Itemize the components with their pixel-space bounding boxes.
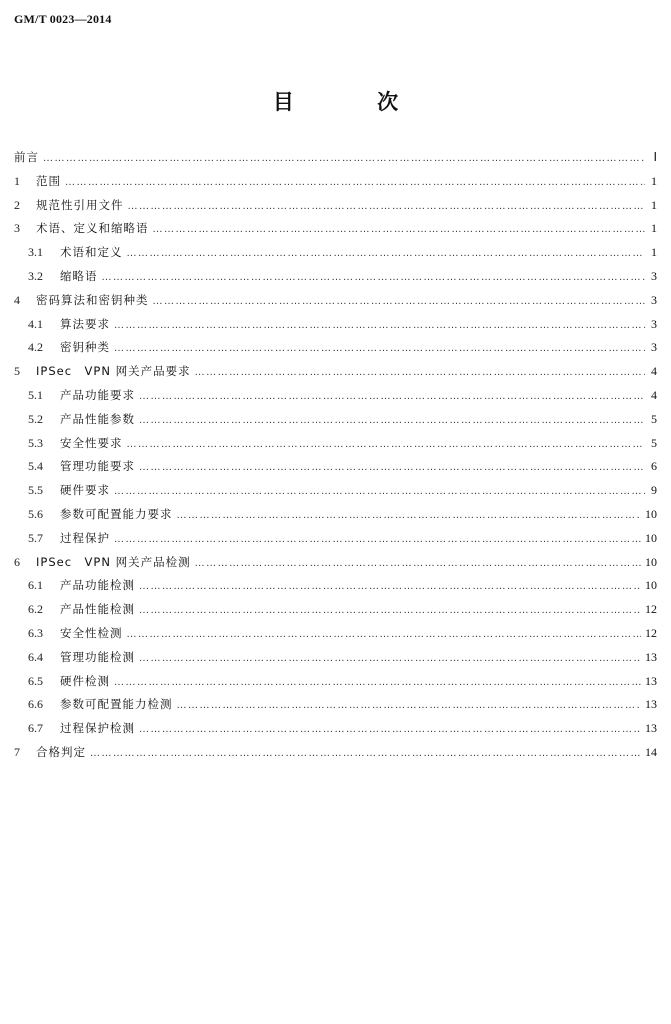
toc-entry-title: 管理功能检测 xyxy=(60,649,135,664)
toc-entry-number: 2 xyxy=(14,197,20,212)
toc-entry-title: 产品性能参数 xyxy=(60,411,135,426)
toc-entry-title: 术语和定义 xyxy=(60,245,123,260)
toc-entry-title: 密钥种类 xyxy=(60,340,110,355)
toc-entry-title: 算法要求 xyxy=(60,316,110,331)
toc-leader-dots xyxy=(114,337,645,361)
toc-leader-dots xyxy=(153,218,646,242)
toc-entry-page: 5 xyxy=(651,411,657,426)
toc-entry-page: 9 xyxy=(651,483,657,498)
toc-entry-page: 12 xyxy=(645,625,657,640)
toc-entry-number: 6 xyxy=(14,554,20,569)
toc-entry-title: 安全性检测 xyxy=(60,625,123,640)
toc-entry-number: 3.1 xyxy=(28,245,43,260)
toc-leader-dots xyxy=(139,456,645,480)
toc-entry[interactable] xyxy=(14,241,657,265)
toc-entry-page: 1 xyxy=(651,245,657,260)
toc-entry-title: 硬件要求 xyxy=(60,483,110,498)
toc-entry-title: 规范性引用文件 xyxy=(36,197,124,212)
toc-entry[interactable] xyxy=(14,551,657,575)
toc-entry-number: 6.7 xyxy=(28,721,43,736)
toc-entry-page: 10 xyxy=(645,578,657,593)
toc-entry[interactable] xyxy=(14,479,657,503)
toc-entry-number: 6.6 xyxy=(28,697,43,712)
toc-entry-number: 6.5 xyxy=(28,673,43,688)
toc-leader-dots xyxy=(139,385,645,409)
toc-entry-title: 过程保护 xyxy=(60,530,110,545)
toc-leader-dots xyxy=(90,742,641,766)
toc-leader-dots xyxy=(65,171,645,195)
toc-entry-number: 5 xyxy=(14,364,20,379)
toc-entry-page: 3 xyxy=(651,268,657,283)
toc-entry-page: 10 xyxy=(645,506,657,521)
toc-entry[interactable] xyxy=(14,313,657,337)
toc-entry[interactable] xyxy=(14,455,657,479)
table-of-contents xyxy=(14,146,657,765)
toc-entry-page: 1 xyxy=(651,197,657,212)
toc-entry-title: 过程保护检测 xyxy=(60,721,135,736)
toc-entry-page: 13 xyxy=(645,697,657,712)
toc-leader-dots xyxy=(102,266,646,290)
toc-entry[interactable] xyxy=(14,432,657,456)
toc-leader-dots xyxy=(177,504,642,528)
toc-entry[interactable] xyxy=(14,527,657,551)
toc-entry-title: 安全性要求 xyxy=(60,435,123,450)
toc-leader-dots xyxy=(128,195,646,219)
toc-entry[interactable] xyxy=(14,384,657,408)
toc-entry-title: 术语、定义和缩略语 xyxy=(36,221,149,236)
toc-entry[interactable] xyxy=(14,146,657,170)
toc-entry-number: 6.2 xyxy=(28,602,43,617)
toc-entry-page: 14 xyxy=(645,744,657,759)
toc-entry-page: 4 xyxy=(651,387,657,402)
toc-entry-number: 4 xyxy=(14,292,20,307)
toc-entry-number: 5.3 xyxy=(28,435,43,450)
toc-leader-dots xyxy=(139,718,641,742)
toc-entry-number: 4.2 xyxy=(28,340,43,355)
toc-entry-number: 5.7 xyxy=(28,530,43,545)
toc-leader-dots xyxy=(114,671,641,695)
toc-leader-dots xyxy=(114,314,645,338)
toc-entry-number: 3.2 xyxy=(28,268,43,283)
toc-entry-page: 1 xyxy=(651,173,657,188)
toc-entry[interactable] xyxy=(14,289,657,313)
toc-leader-dots xyxy=(139,575,641,599)
toc-entry-page: 4 xyxy=(651,364,657,379)
toc-entry-page: 13 xyxy=(645,649,657,664)
toc-entry-number: 4.1 xyxy=(28,316,43,331)
toc-entry-page: 3 xyxy=(651,340,657,355)
toc-entry-title: 参数可配置能力要求 xyxy=(60,506,173,521)
toc-entry-number: 5.2 xyxy=(28,411,43,426)
toc-entry-page: 3 xyxy=(651,292,657,307)
toc-entry[interactable] xyxy=(14,741,657,765)
toc-entry[interactable] xyxy=(14,693,657,717)
toc-leader-dots xyxy=(127,623,642,647)
toc-entry-page: Ⅰ xyxy=(653,150,657,164)
toc-entry[interactable] xyxy=(14,408,657,432)
toc-leader-dots xyxy=(127,433,646,457)
toc-leader-dots xyxy=(114,480,645,504)
toc-leader-dots xyxy=(114,528,641,552)
toc-entry-title: 参数可配置能力检测 xyxy=(60,697,173,712)
toc-entry-page: 13 xyxy=(645,673,657,688)
toc-entry-page: 6 xyxy=(651,459,657,474)
toc-entry-page: 10 xyxy=(645,554,657,569)
toc-entry[interactable] xyxy=(14,336,657,360)
toc-leader-dots xyxy=(127,242,646,266)
toc-entry[interactable] xyxy=(14,717,657,741)
toc-entry-page: 12 xyxy=(645,602,657,617)
toc-entry[interactable] xyxy=(14,265,657,289)
toc-entry-page: 5 xyxy=(651,435,657,450)
toc-entry-number: 3 xyxy=(14,221,20,236)
toc-entry[interactable] xyxy=(14,598,657,622)
standard-code: GM/T 0023—2014 xyxy=(14,12,112,26)
toc-entry[interactable] xyxy=(14,194,657,218)
toc-entry-page: 3 xyxy=(651,316,657,331)
toc-entry[interactable] xyxy=(14,503,657,527)
toc-entry[interactable] xyxy=(14,622,657,646)
toc-entry-number: 5.6 xyxy=(28,506,43,521)
toc-entry-number: 5.5 xyxy=(28,483,43,498)
toc-entry-title: 产品性能检测 xyxy=(60,602,135,617)
toc-entry-page: 1 xyxy=(651,221,657,236)
toc-entry-title: 产品功能要求 xyxy=(60,387,135,402)
toc-entry-number: 6.3 xyxy=(28,625,43,640)
toc-entry-number: 6.1 xyxy=(28,578,43,593)
toc-entry-title: 硬件检测 xyxy=(60,673,110,688)
toc-entry-page: 13 xyxy=(645,721,657,736)
toc-leader-dots xyxy=(177,694,642,718)
toc-leader-dots xyxy=(195,361,645,385)
toc-entry-title: 管理功能要求 xyxy=(60,459,135,474)
toc-entry[interactable] xyxy=(14,574,657,598)
toc-entry-title: IPSec VPN 网关产品要求 xyxy=(36,364,191,379)
toc-entry-title: 合格判定 xyxy=(36,744,86,759)
toc-entry-title: IPSec VPN 网关产品检测 xyxy=(36,554,191,569)
toc-entry[interactable] xyxy=(14,217,657,241)
toc-leader-dots xyxy=(153,290,646,314)
toc-entry-title: 密码算法和密钥种类 xyxy=(36,292,149,307)
toc-entry-number: 5.1 xyxy=(28,387,43,402)
toc-entry-number: 1 xyxy=(14,173,20,188)
toc-leader-dots xyxy=(139,647,641,671)
toc-entry-page: 10 xyxy=(645,530,657,545)
toc-entry-title: 前言 xyxy=(14,150,39,164)
toc-leader-dots xyxy=(195,552,641,576)
toc-entry-number: 6.4 xyxy=(28,649,43,664)
toc-entry-title: 产品功能检测 xyxy=(60,578,135,593)
toc-leader-dots xyxy=(139,409,645,433)
toc-entry-number: 7 xyxy=(14,744,20,759)
toc-entry[interactable] xyxy=(14,360,657,384)
toc-entry-title: 范围 xyxy=(36,173,61,188)
toc-leader-dots xyxy=(139,599,641,623)
toc-entry-title: 缩略语 xyxy=(60,268,98,283)
toc-entry[interactable] xyxy=(14,670,657,694)
toc-entry[interactable] xyxy=(14,646,657,670)
toc-title: 目 次 xyxy=(272,90,437,114)
toc-leader-dots xyxy=(43,147,645,171)
toc-entry-number: 5.4 xyxy=(28,459,43,474)
toc-entry[interactable] xyxy=(14,170,657,194)
